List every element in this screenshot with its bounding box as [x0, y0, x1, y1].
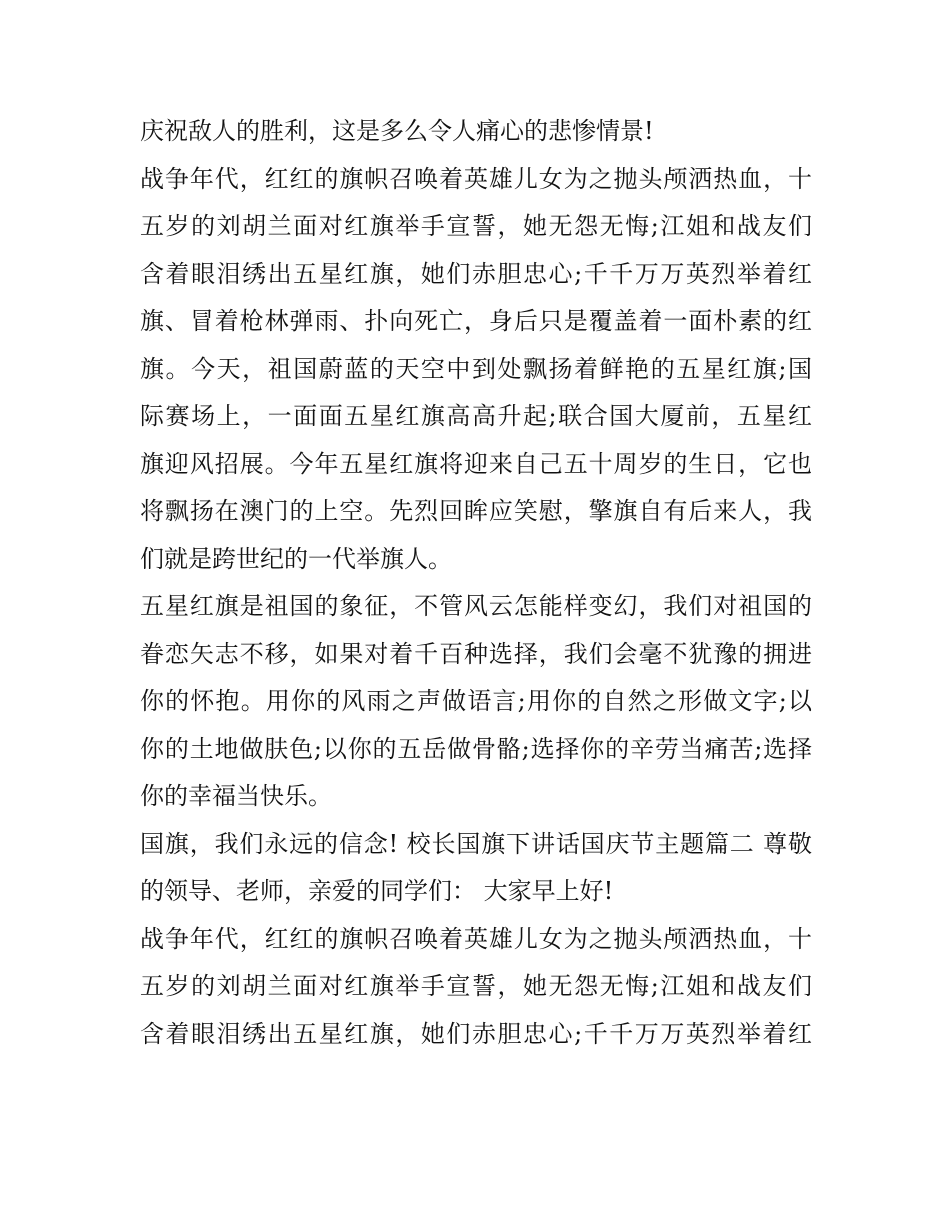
text-line: 你的幸福当快乐。	[140, 782, 332, 810]
text-line: 旗。今天，祖国蔚蓝的天空中到处飘扬着鲜艳的五星红旗;国	[140, 354, 812, 383]
text-line: 庆祝敌人的胜利，这是多么令人痛心的悲惨情景!	[140, 117, 654, 145]
text-line: 含着眼泪绣出五星红旗，她们赤胆忠心;千千万万英烈举着红	[140, 259, 812, 288]
document-body	[140, 108, 812, 1058]
text-line: 你的怀抱。用你的风雨之声做语言;用你的自然之形做文字;以	[140, 687, 812, 715]
text-line: 战争年代，红红的旗帜召唤着英雄儿女为之抛头颅洒热血，十	[140, 924, 812, 953]
text-line: 旗迎风招展。今年五星红旗将迎来自己五十周岁的生日，它也	[140, 449, 812, 478]
text-line: 旗、冒着枪林弹雨、扑向死亡，身后只是覆盖着一面朴素的红	[140, 307, 812, 335]
text-line: 五星红旗是祖国的象征，不管风云怎能样变幻，我们对祖国的	[140, 592, 812, 620]
text-line: 的领导、老师，亲爱的同学们： 大家早上好!	[140, 877, 614, 905]
text-line: 们就是跨世纪的一代举旗人。	[140, 544, 452, 573]
text-line: 际赛场上，一面面五星红旗高高升起;联合国大厦前，五星红	[140, 402, 812, 430]
text-line: 眷恋矢志不移，如果对着千百种选择，我们会毫不犹豫的拥进	[140, 639, 812, 668]
text-line: 五岁的刘胡兰面对红旗举手宣誓，她无怨无悔;江姐和战友们	[140, 972, 812, 1000]
text-line: 国旗，我们永远的信念! 校长国旗下讲话国庆节主题篇二 尊敬	[140, 829, 812, 858]
text-line: 战争年代，红红的旗帜召唤着英雄儿女为之抛头颅洒热血，十	[140, 164, 812, 193]
text-line: 你的土地做肤色;以你的五岳做骨骼;选择你的辛劳当痛苦;选择	[140, 734, 812, 763]
text-line: 将飘扬在澳门的上空。先烈回眸应笑慰，擎旗自有后来人，我	[140, 497, 812, 525]
text-line: 五岁的刘胡兰面对红旗举手宣誓，她无怨无悔;江姐和战友们	[140, 212, 812, 240]
text-line: 含着眼泪绣出五星红旗，她们赤胆忠心;千千万万英烈举着红	[140, 1019, 812, 1048]
